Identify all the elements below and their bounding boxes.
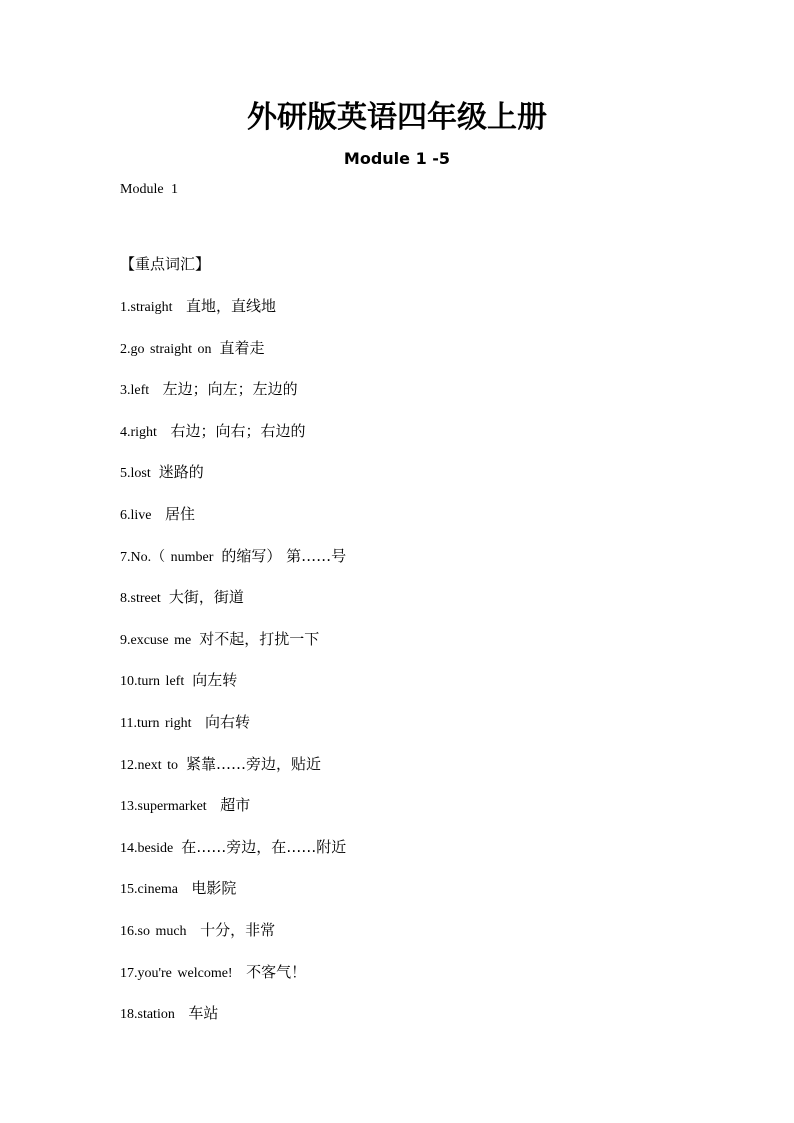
vocab-item bbox=[120, 712, 346, 754]
vocab-chinese: 左边；向左；左边的 bbox=[162, 380, 298, 399]
vocab-chinese: 电影院 bbox=[191, 879, 237, 898]
vocab-item bbox=[120, 504, 346, 546]
vocab-chinese: 右边；向右；右边的 bbox=[170, 421, 306, 440]
vocab-english: 8.street bbox=[120, 591, 161, 607]
vocab-english: 4.right bbox=[120, 424, 163, 440]
vocab-item bbox=[120, 421, 346, 463]
vocab-item bbox=[120, 338, 346, 380]
vocab-item bbox=[120, 670, 346, 712]
vocab-chinese: 在……旁边，在……附近 bbox=[181, 837, 347, 856]
vocab-chinese: 迷路的 bbox=[158, 463, 204, 482]
vocab-english: 2.go straight on bbox=[120, 341, 212, 357]
page-title: 外研版英语四年级上册 bbox=[247, 100, 547, 135]
vocab-english: 15.cinema bbox=[120, 882, 184, 898]
vocab-english: 16.so much bbox=[120, 923, 193, 939]
section-heading: 【重点词汇】 bbox=[120, 255, 211, 273]
vocab-item bbox=[120, 962, 346, 1004]
vocab-item bbox=[120, 795, 346, 837]
page-subtitle: Module 1 -5 bbox=[343, 149, 451, 168]
vocab-item bbox=[120, 1003, 346, 1045]
vocab-english: 12.next to bbox=[120, 757, 178, 773]
vocab-english: 17.you're welcome! bbox=[120, 965, 239, 981]
vocab-item bbox=[120, 754, 346, 796]
vocab-english: 14.beside bbox=[120, 840, 174, 856]
vocab-chinese: 直地，直线地 bbox=[186, 297, 277, 315]
module-label: Module 1 bbox=[120, 182, 179, 197]
vocab-english: 7.No.（ number bbox=[120, 549, 214, 565]
vocab-item bbox=[120, 546, 346, 588]
vocab-chinese: 的缩写） 第……号 bbox=[221, 546, 347, 565]
vocab-english: 10.turn left bbox=[120, 674, 185, 690]
vocab-item bbox=[120, 379, 346, 421]
vocab-chinese: 向左转 bbox=[192, 671, 238, 690]
vocab-item bbox=[120, 920, 346, 962]
vocab-item bbox=[120, 587, 346, 629]
vocab-english: 5.lost bbox=[120, 466, 151, 482]
vocab-item bbox=[120, 462, 346, 504]
vocab-item bbox=[120, 837, 346, 879]
vocab-english: 11.turn right bbox=[120, 715, 197, 731]
vocab-chinese: 对不起，打扰一下 bbox=[199, 629, 320, 648]
vocab-chinese: 超市 bbox=[220, 796, 251, 815]
vocab-english: 1.straight bbox=[120, 300, 178, 315]
vocab-list bbox=[120, 296, 346, 1045]
vocab-english: 13.supermarket bbox=[120, 799, 213, 815]
vocab-chinese: 向右转 bbox=[204, 712, 250, 731]
vocab-chinese: 车站 bbox=[188, 1004, 219, 1023]
vocab-item bbox=[120, 296, 346, 338]
vocab-english: 9.excuse me bbox=[120, 632, 192, 648]
vocab-english: 18.station bbox=[120, 1007, 181, 1023]
vocab-english: 3.left bbox=[120, 383, 155, 399]
vocab-chinese: 大街，街道 bbox=[168, 588, 244, 607]
vocab-chinese: 直着走 bbox=[219, 338, 265, 357]
vocab-chinese: 不客气！ bbox=[246, 962, 307, 981]
vocab-chinese: 紧靠……旁边，贴近 bbox=[186, 754, 322, 773]
vocab-chinese: 十分，非常 bbox=[200, 920, 276, 939]
vocab-chinese: 居住 bbox=[165, 504, 196, 523]
vocab-item bbox=[120, 878, 346, 920]
vocab-english: 6.live bbox=[120, 507, 157, 523]
vocab-item bbox=[120, 629, 346, 671]
